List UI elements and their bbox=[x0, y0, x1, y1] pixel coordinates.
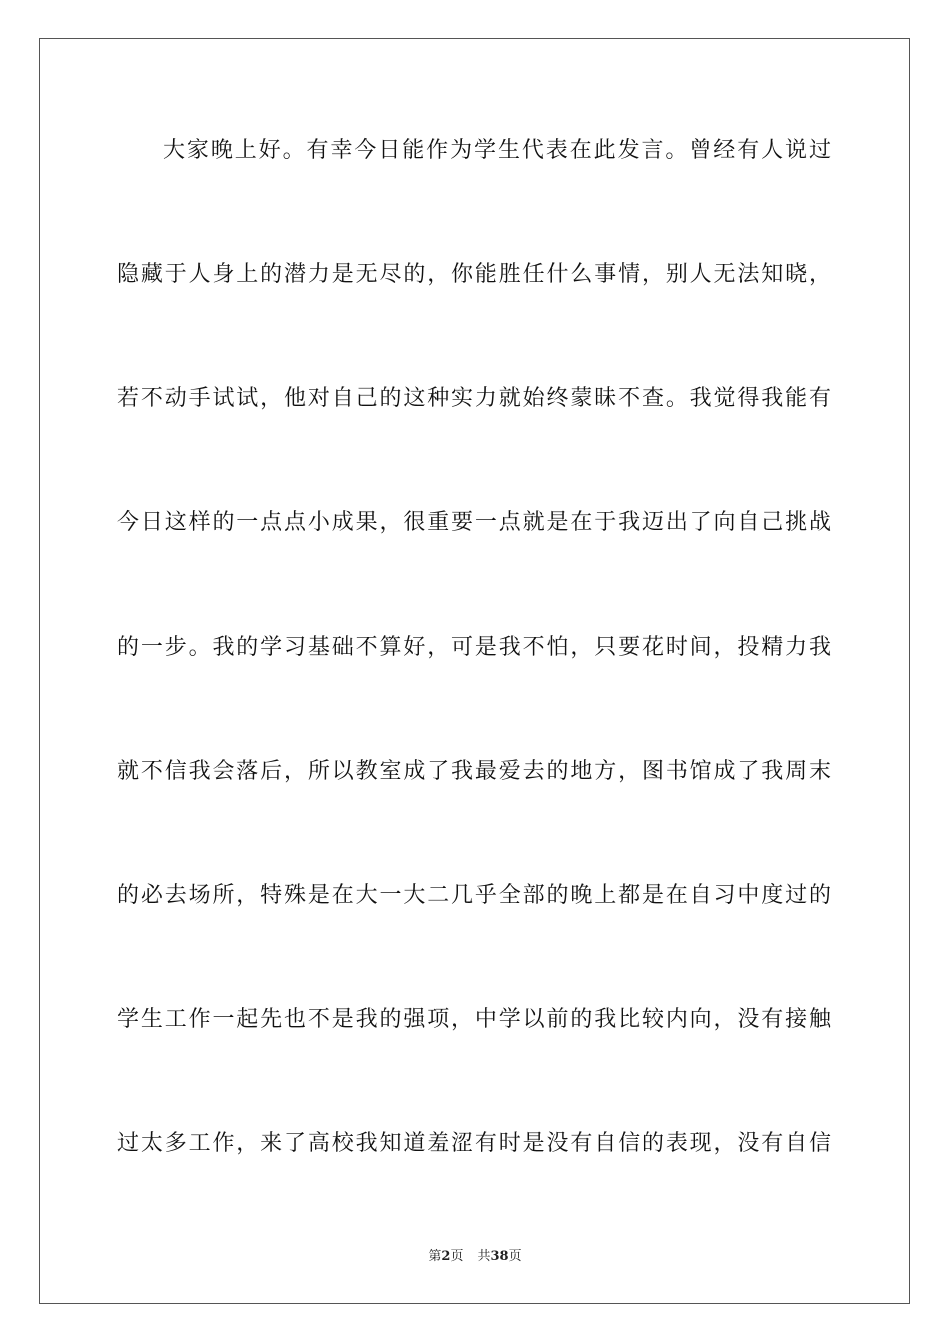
page-prefix: 第 bbox=[428, 1249, 442, 1264]
page-footer bbox=[0, 1245, 950, 1264]
total-suffix: 页 bbox=[508, 1249, 522, 1264]
body-line-5: 的一步。我的学习基础不算好，可是我不怕，只要花时间，投精力我 bbox=[117, 635, 832, 660]
current-page-number: 2 bbox=[441, 1249, 451, 1264]
body-line-7: 的必去场所，特殊是在大一大二几乎全部的晚上都是在自习中度过的 bbox=[117, 883, 832, 908]
page-frame bbox=[39, 38, 910, 1304]
body-line-6: 就不信我会落后，所以教室成了我最爱去的地方，图书馆成了我周末 bbox=[117, 759, 832, 784]
body-line-9: 过太多工作，来了高校我知道羞涩有时是没有自信的表现，没有自信 bbox=[117, 1131, 832, 1156]
total-page-count: 38 bbox=[490, 1249, 509, 1264]
body-line-8: 学生工作一起先也不是我的强项，中学以前的我比较内向，没有接触 bbox=[117, 1007, 832, 1032]
total-prefix: 共 bbox=[477, 1249, 491, 1264]
body-line-4: 今日这样的一点点小成果，很重要一点就是在于我迈出了向自己挑战 bbox=[117, 510, 832, 535]
page-suffix: 页 bbox=[450, 1249, 464, 1264]
body-line-3: 若不动手试试，他对自己的这种实力就始终蒙昧不查。我觉得我能有 bbox=[117, 386, 832, 411]
body-line-2: 隐藏于人身上的潜力是无尽的，你能胜任什么事情，别人无法知晓， bbox=[117, 262, 832, 287]
body-line-1: 大家晚上好。有幸今日能作为学生代表在此发言。曾经有人说过 bbox=[163, 138, 832, 163]
